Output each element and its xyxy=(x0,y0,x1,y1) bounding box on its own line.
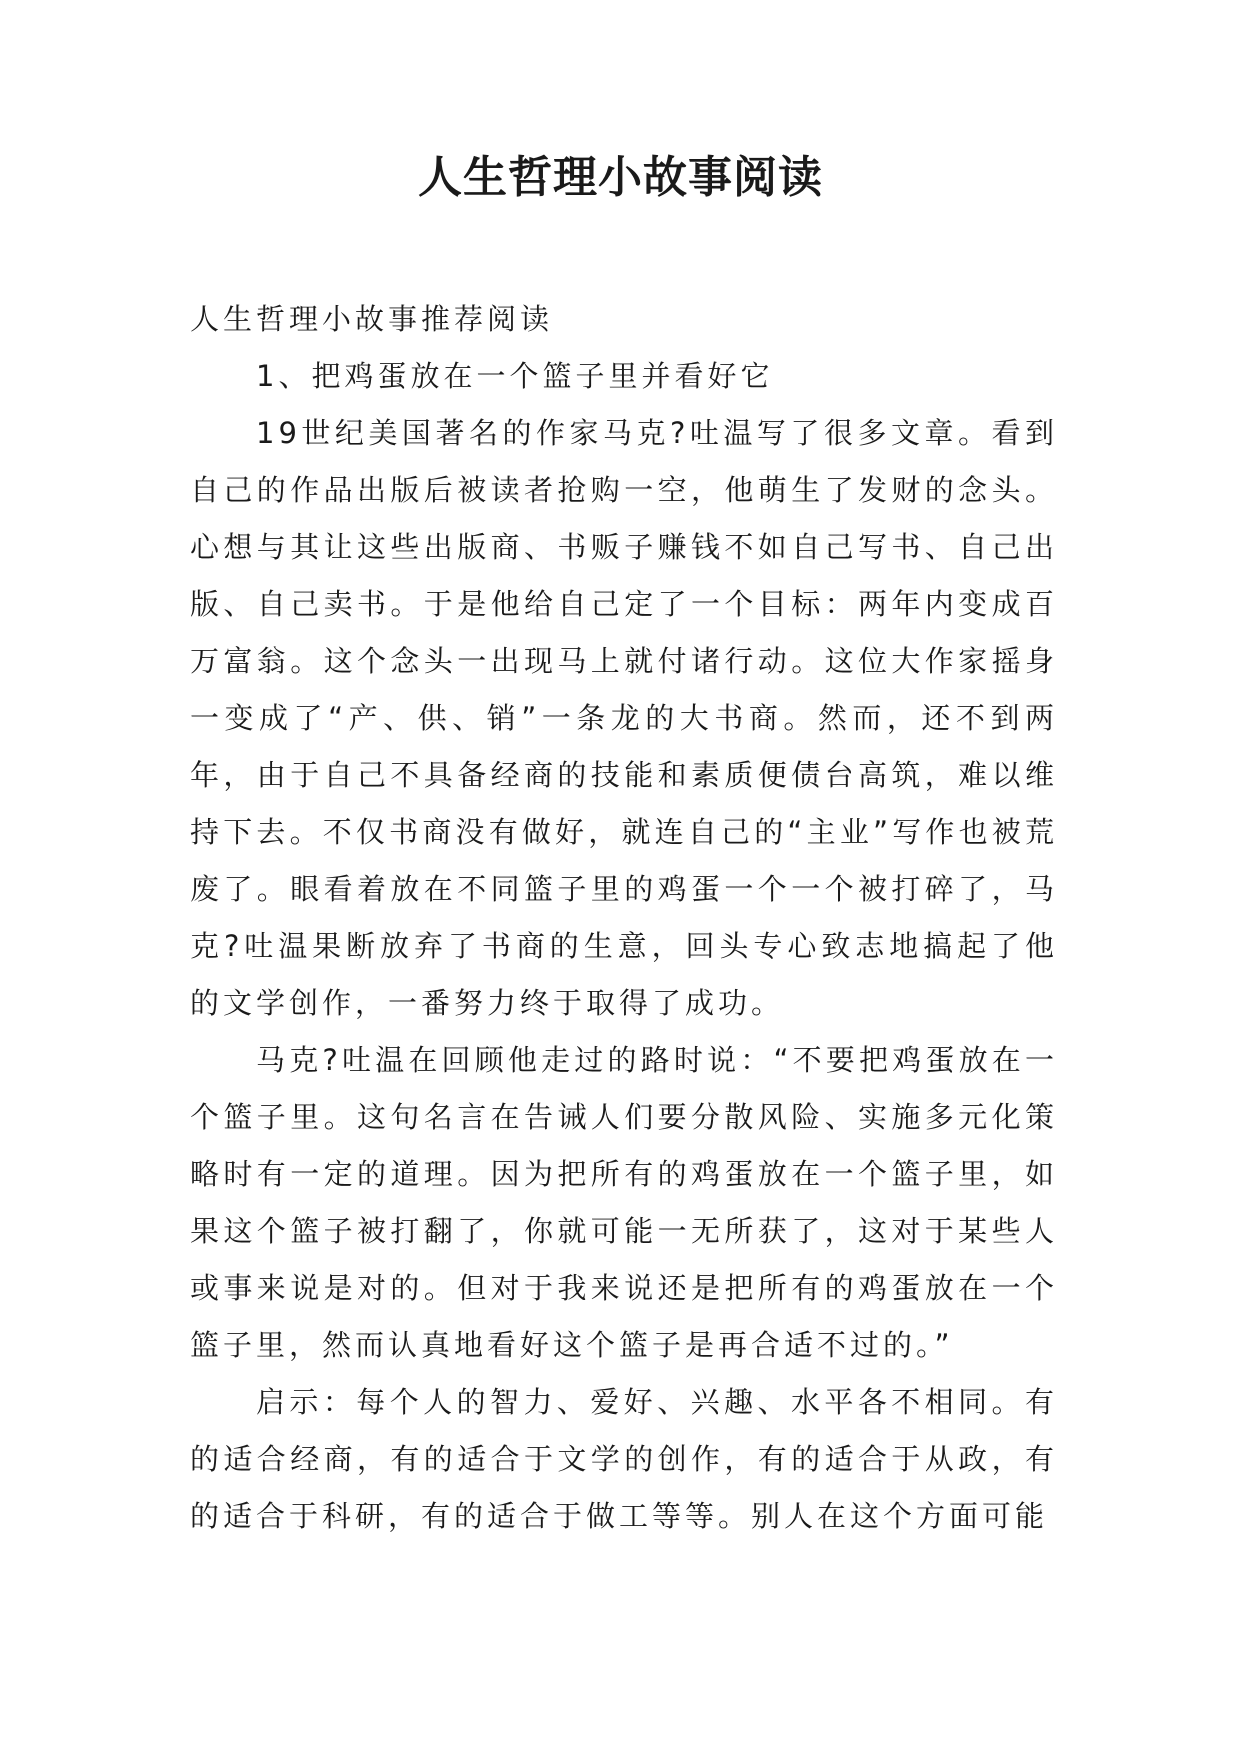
document-body xyxy=(190,291,1058,1545)
section-heading: 1、把鸡蛋放在一个篮子里并看好它 xyxy=(256,359,774,393)
document-title: 人生哲理小故事阅读 xyxy=(418,152,823,203)
body-paragraph: 马克?吐温在回顾他走过的路时说：“不要把鸡蛋放在一个篮子里。这句名言在告诫人们要分散风险、实施多元化策略时有一定的道理。因为把所有的鸡蛋放在一个篮子里，如果这个篮子被打翻了，你就可能一无所获了，这对于某些人或事来说是对的。但对于我来说还是把所有的鸡蛋放在一个篮子里，然而认真地看好这个篮子是再合适不过的。” xyxy=(190,1043,1058,1362)
body-paragraph: 启示：每个人的智力、爱好、兴趣、水平各不相同。有的适合经商，有的适合于文学的创作，有的适合于从政，有的适合于科研，有的适合于做工等等。别人在这个方面可能 xyxy=(190,1385,1058,1533)
body-paragraph: 19世纪美国著名的作家马克?吐温写了很多文章。看到自己的作品出版后被读者抢购一空，他萌生了发财的念头。心想与其让这些出版商、书贩子赚钱不如自己写书、自己出版、自己卖书。于是他给自己定了一个目标：两年内变成百万富翁。这个念头一出现马上就付诸行动。这位大作家摇身一变成了“产、供、销”一条龙的大书商。然而，还不到两年，由于自己不具备经商的技能和素质便债台高筑，难以维持下去。不仅书商没有做好，就连自己的“主业”写作也被荒废了。眼看着放在不同篮子里的鸡蛋一个一个被打碎了，马克?吐温果断放弃了书商的生意，回头专心致志地搞起了他的文学创作，一番努力终于取得了成功。 xyxy=(190,416,1058,1020)
document-subtitle: 人生哲理小故事推荐阅读 xyxy=(190,302,554,336)
